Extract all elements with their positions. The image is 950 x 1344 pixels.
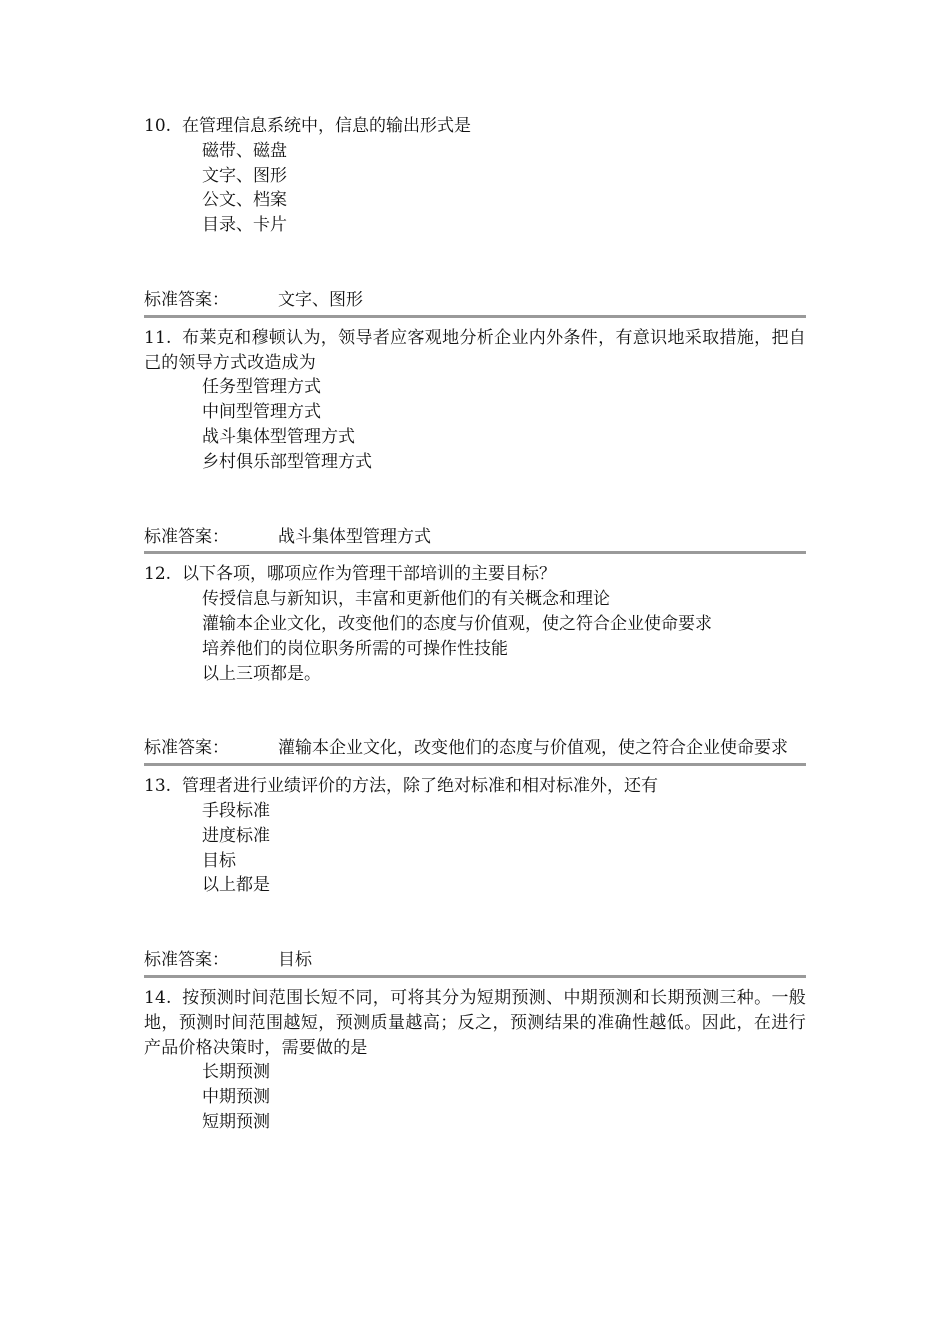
standard-answer bbox=[144, 288, 806, 313]
question-13 bbox=[144, 774, 806, 978]
question-stem bbox=[144, 326, 806, 376]
question-stem bbox=[144, 114, 806, 139]
answer-label: 标准答案： bbox=[144, 526, 229, 547]
question-stem bbox=[144, 562, 806, 587]
option-item: 战斗集体型管理方式 bbox=[202, 426, 355, 447]
divider bbox=[144, 975, 806, 978]
question-text: 以下各项，哪项应作为管理干部培训的主要目标？ bbox=[182, 564, 556, 585]
option-item: 以上都是 bbox=[202, 875, 270, 896]
question-text: 按预测时间范围长短不同，可将其分为短期预测、中期预测和长期预测三种。一般地，预测时间范围越短，预测质量越高；反之，预测结果的准确性越低。因此，在进行产品价格决策时，需要做的是 bbox=[144, 987, 806, 1058]
document-page bbox=[144, 114, 806, 1135]
option-item: 公文、档案 bbox=[202, 190, 287, 211]
option-item: 目标 bbox=[202, 850, 236, 871]
option-list bbox=[202, 375, 806, 474]
option-item: 灌输本企业文化，改变他们的态度与价值观，使之符合企业使命要求 bbox=[202, 613, 712, 634]
question-number: 13. bbox=[144, 776, 172, 797]
question-14 bbox=[144, 986, 806, 1135]
question-text: 布莱克和穆顿认为，领导者应客观地分析企业内外条件，有意识地采取措施，把自己的领导方式改造成为 bbox=[144, 327, 806, 373]
option-item: 磁带、磁盘 bbox=[202, 140, 287, 161]
divider bbox=[144, 315, 806, 318]
answer-text: 灌输本企业文化，改变他们的态度与价值观，使之符合企业使命要求 bbox=[278, 738, 788, 759]
answer-label: 标准答案： bbox=[144, 950, 229, 971]
answer-label: 标准答案： bbox=[144, 289, 229, 310]
question-11 bbox=[144, 326, 806, 555]
answer-label: 标准答案： bbox=[144, 738, 229, 759]
standard-answer bbox=[144, 736, 806, 761]
option-list bbox=[202, 587, 806, 686]
question-number: 11. bbox=[144, 327, 172, 348]
question-number: 12. bbox=[144, 564, 172, 585]
standard-answer bbox=[144, 948, 806, 973]
question-text: 管理者进行业绩评价的方法，除了绝对标准和相对标准外，还有 bbox=[182, 776, 658, 797]
option-item: 以上三项都是。 bbox=[202, 663, 321, 684]
option-item: 进度标准 bbox=[202, 825, 270, 846]
option-item: 长期预测 bbox=[202, 1062, 270, 1083]
divider bbox=[144, 763, 806, 766]
question-text: 在管理信息系统中，信息的输出形式是 bbox=[182, 116, 471, 136]
question-number: 10. bbox=[144, 116, 172, 136]
option-item: 文字、图形 bbox=[202, 165, 287, 186]
question-12 bbox=[144, 562, 806, 766]
option-item: 短期预测 bbox=[202, 1111, 270, 1132]
standard-answer bbox=[144, 525, 806, 550]
option-item: 中期预测 bbox=[202, 1087, 270, 1108]
option-item: 乡村俱乐部型管理方式 bbox=[202, 451, 372, 472]
option-list bbox=[202, 1060, 806, 1134]
option-item: 任务型管理方式 bbox=[202, 377, 321, 398]
answer-text: 目标 bbox=[278, 950, 312, 971]
answer-text: 战斗集体型管理方式 bbox=[278, 526, 431, 547]
divider bbox=[144, 551, 806, 554]
answer-text: 文字、图形 bbox=[278, 289, 363, 310]
option-item: 培养他们的岗位职务所需的可操作性技能 bbox=[202, 638, 508, 659]
option-item: 中间型管理方式 bbox=[202, 402, 321, 423]
option-list bbox=[202, 799, 806, 898]
question-number: 14. bbox=[144, 987, 172, 1008]
option-list bbox=[202, 139, 806, 238]
question-10 bbox=[144, 114, 806, 318]
option-item: 手段标准 bbox=[202, 800, 270, 821]
option-item: 传授信息与新知识，丰富和更新他们的有关概念和理论 bbox=[202, 589, 610, 610]
option-item: 目录、卡片 bbox=[202, 215, 287, 236]
question-stem bbox=[144, 774, 806, 799]
question-stem bbox=[144, 986, 806, 1060]
